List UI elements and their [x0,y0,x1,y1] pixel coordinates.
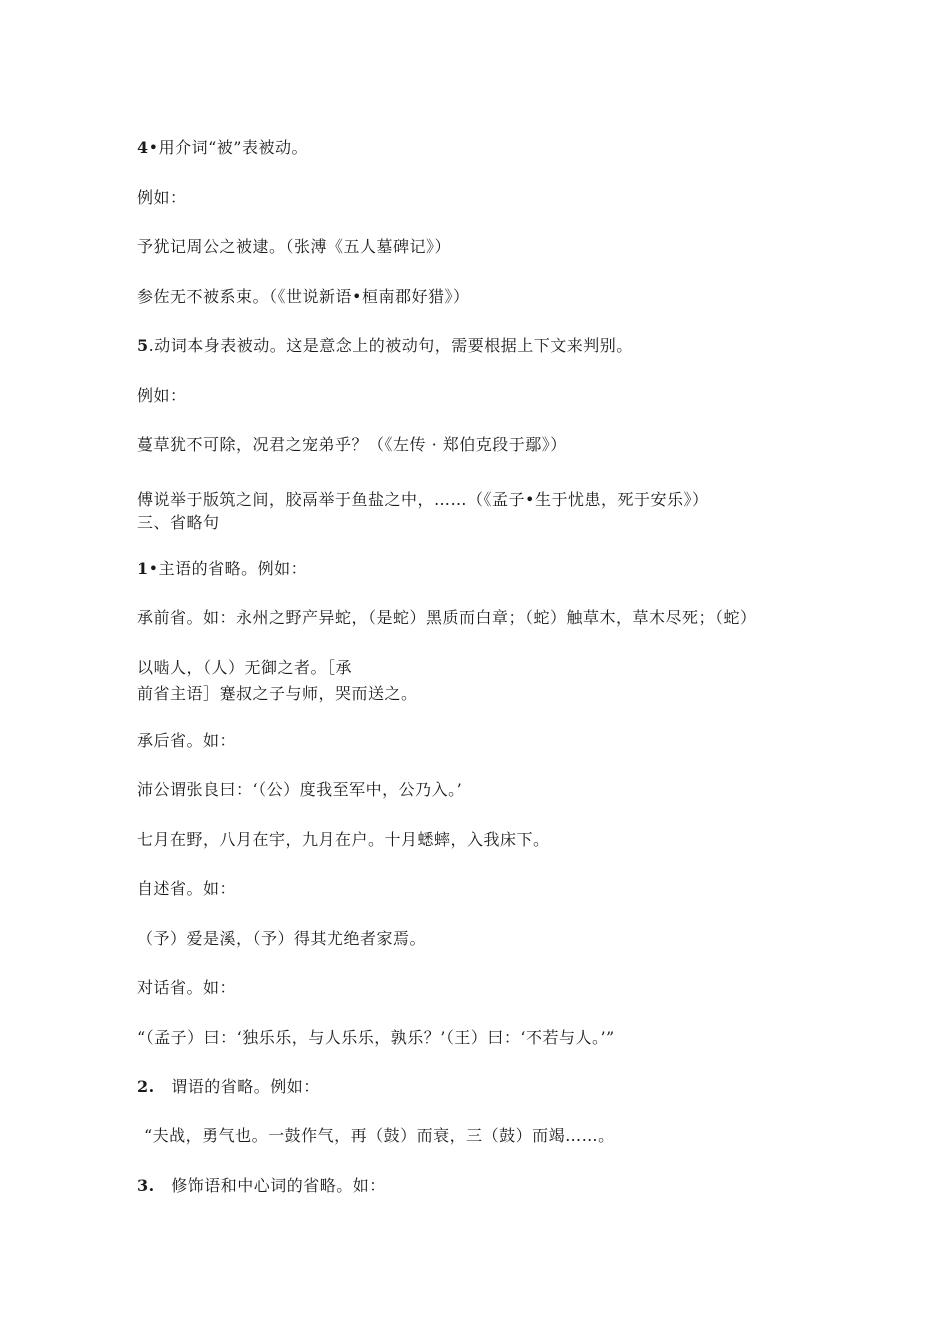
text-line: 例如： [137,188,187,207]
text-line: 承后省。如： [137,731,237,750]
text-line: 七月在野，八月在宇，九月在户。十月蟋蟀，入我床下。 [137,830,550,849]
text-line: 例如： [137,386,187,405]
text-line: 自述省。如： [137,879,237,898]
text-line: 参佐无不被系束。（《世说新语•桓南郡好猎》） [137,287,470,306]
text-line: 以啮人，（人）无御之者。［承 [137,658,353,677]
text-line: 承前省。如：永州之野产异蛇，（是蛇）黑质而白章；（蛇）触草木，草木尽死；（蛇） [137,608,757,627]
text-line: “（孟子）曰：‘独乐乐，与人乐乐，孰乐？’（王）曰：‘不若与人。’” [137,1028,615,1047]
text-line: 对话省。如： [137,978,237,997]
text-line: 沛公谓张良曰：‘（公）度我至军中，公乃入。’ [137,780,463,799]
text-line: （予）爱是溪，（予）得其尤绝者家焉。 [137,929,427,948]
text-line: 4•用介词“被”表被动。 [137,138,308,157]
text-line: 予犹记周公之被逮。（张溥《五人墓碑记》） [137,237,452,256]
text-line: 傅说举于版筑之间，胶鬲举于鱼盐之中，……（《孟子•生于忧患，死于安乐》） [137,490,709,509]
text-line: “夫战，勇气也。一鼓作气，再（鼓）而衰，三（鼓）而竭……。 [144,1126,615,1145]
text-line: 3. 修饰语和中心词的省略。如： [137,1176,386,1195]
text-line: 1•主语的省略。例如： [137,559,308,578]
text-line: 蔓草犹不可除，况君之宠弟乎？（《左传 · 郑伯克段于鄢》） [137,435,567,454]
text-line: 2. 谓语的省略。例如： [137,1077,320,1096]
text-line: 前省主语］蹇叔之子与师，哭而送之。 [137,684,418,703]
text-line: 5.动词本身表被动。这是意念上的被动句，需要根据上下文来判别。 [137,336,633,355]
section-heading: 三、省略句 [137,513,220,532]
